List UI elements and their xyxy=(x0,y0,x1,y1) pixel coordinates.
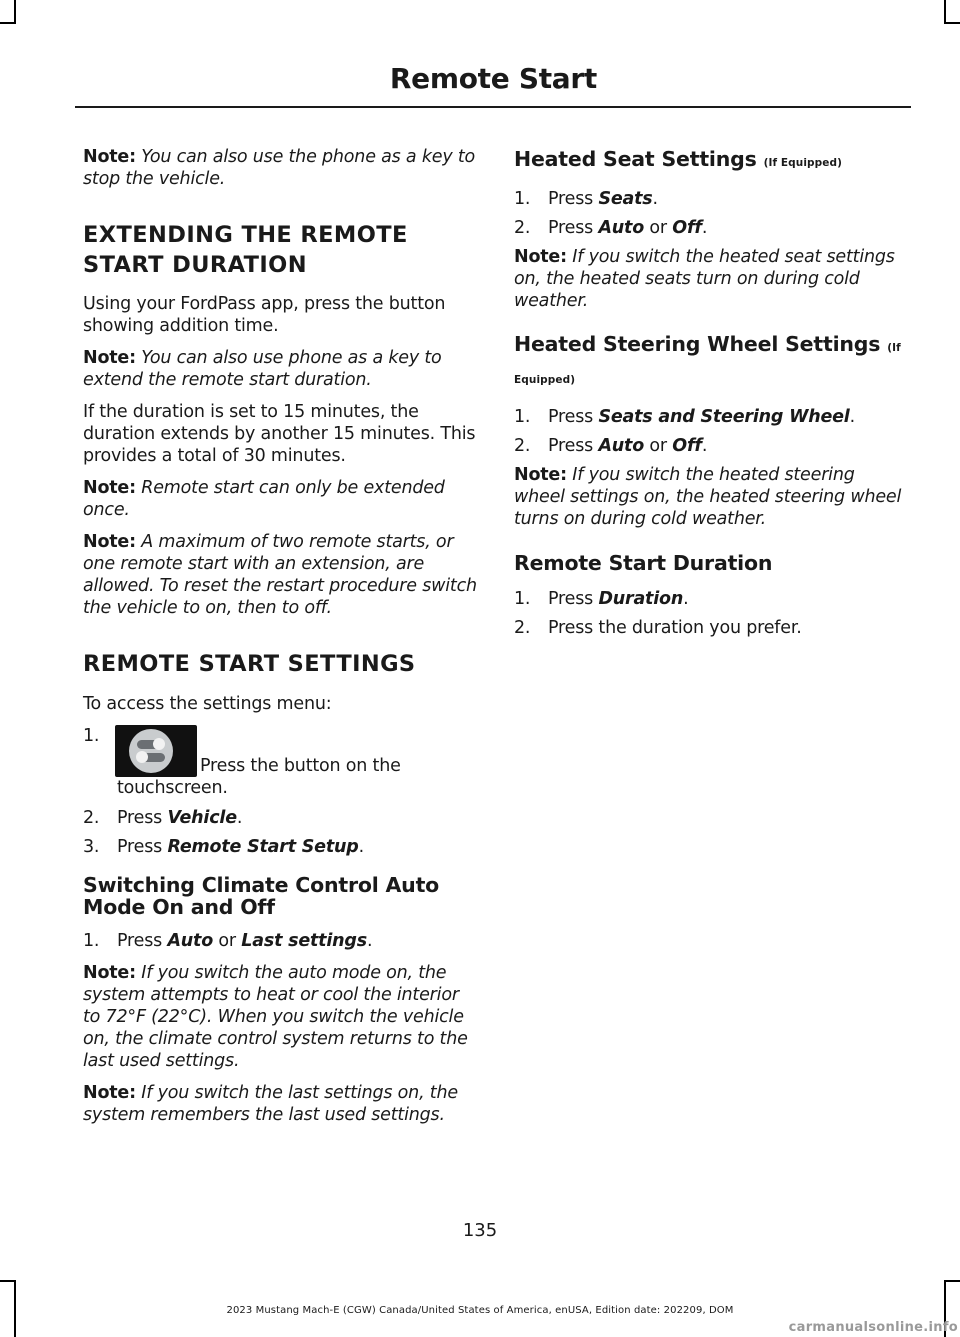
step-text xyxy=(117,725,479,799)
paragraph: To access the settings menu: xyxy=(83,694,332,714)
note xyxy=(514,246,910,312)
right-column xyxy=(514,148,910,639)
menu-option: Auto xyxy=(167,931,214,951)
step-item xyxy=(514,188,910,210)
note-label: Note: xyxy=(514,247,567,267)
subsection-heading: Switching Climate Control Auto Mode On and Off xyxy=(83,873,440,919)
step-number: 1. xyxy=(514,407,531,427)
step-number: 2. xyxy=(514,618,531,638)
note-label: Note: xyxy=(514,465,567,485)
note xyxy=(83,531,479,619)
settings-toggle-icon xyxy=(115,725,197,777)
menu-option: Auto xyxy=(598,218,645,238)
section-heading: EXTENDING THE REMOTE xyxy=(83,222,408,248)
step-item xyxy=(514,217,910,239)
step-number: 1. xyxy=(83,726,100,746)
note-text: Remote start can only be extended once. xyxy=(83,478,445,520)
crop-mark xyxy=(944,1280,960,1282)
note-label: Note: xyxy=(83,963,136,983)
note-label: Note: xyxy=(83,147,136,167)
menu-option: Auto xyxy=(598,436,645,456)
menu-option: Off xyxy=(672,436,702,456)
page-title: Remote Start xyxy=(389,62,597,95)
menu-option: Duration xyxy=(598,589,684,609)
step-item xyxy=(83,930,479,952)
step-item xyxy=(83,725,479,799)
note-text: You can also use phone as a key to extend the remote start duration. xyxy=(83,348,442,390)
step-text: Press Auto or Last settings. xyxy=(117,931,373,951)
crop-mark xyxy=(944,0,946,24)
note-text: If you switch the auto mode on, the system attempts to heat or cool the interior to 72°F (22°C). When you switch the vehicle on, the climate control system returns to the last used settings. xyxy=(83,963,468,1071)
section-heading: REMOTE START SETTINGS xyxy=(83,651,416,677)
step-text-body: Press the button on the touchscreen. xyxy=(117,756,401,798)
step-text: Press Seats and Steering Wheel. xyxy=(548,407,855,427)
step-number: 2. xyxy=(514,436,531,456)
step-number: 1. xyxy=(514,189,531,209)
note-label: Note: xyxy=(83,532,136,552)
menu-option: Seats xyxy=(598,189,653,209)
step-item xyxy=(83,836,479,858)
section-heading: START DURATION xyxy=(83,252,307,278)
crop-mark xyxy=(0,22,16,24)
step-text: Press Remote Start Setup. xyxy=(117,837,364,857)
step-item xyxy=(514,406,910,428)
heading-qualifier: (If Equipped) xyxy=(763,157,843,169)
note-text: If you switch the heated seat settings on, the heated seats turn on during cold weather. xyxy=(514,247,895,311)
step-text: Press Duration. xyxy=(548,589,689,609)
step-number: 1. xyxy=(514,589,531,609)
note-text: You can also use the phone as a key to stop the vehicle. xyxy=(83,147,476,189)
menu-option: Remote Start Setup xyxy=(167,837,359,857)
paragraph: Using your FordPass app, press the button showing addition time. xyxy=(83,294,446,336)
step-text: Press Vehicle. xyxy=(117,808,243,828)
step-text: Press Auto or Off. xyxy=(548,218,708,238)
menu-option: Last settings xyxy=(241,931,367,951)
step-item xyxy=(83,807,479,829)
note-label: Note: xyxy=(83,478,136,498)
step-item xyxy=(514,435,910,457)
menu-option: Off xyxy=(672,218,702,238)
footer-text: 2023 Mustang Mach-E (CGW) Canada/United States of America, enUSA, Edition date: 202209, DOM xyxy=(226,1305,734,1316)
step-item xyxy=(514,588,910,610)
step-number: 1. xyxy=(83,931,100,951)
note xyxy=(83,477,479,521)
step-number: 2. xyxy=(514,218,531,238)
step-text: Press the duration you prefer. xyxy=(548,618,802,638)
note xyxy=(83,1082,479,1126)
crop-mark xyxy=(14,0,16,24)
note-label: Note: xyxy=(83,1083,136,1103)
left-column xyxy=(83,146,479,1126)
subsection-heading: Heated Steering Wheel Settings (If Equipped) xyxy=(514,332,901,386)
step-number: 2. xyxy=(83,808,100,828)
step-text: Press Auto or Off. xyxy=(548,436,708,456)
subsection-heading: Remote Start Duration xyxy=(514,551,773,575)
header-divider xyxy=(75,106,911,108)
note xyxy=(83,347,479,391)
step-number: 3. xyxy=(83,837,100,857)
heading-qualifier: Equipped) xyxy=(514,374,576,386)
note-text: If you switch the last settings on, the system remembers the last used settings. xyxy=(83,1083,458,1125)
step-text: Press Seats. xyxy=(548,189,658,209)
step-item xyxy=(514,617,910,639)
note-label: Note: xyxy=(83,348,136,368)
crop-mark xyxy=(0,1280,16,1282)
menu-option: Vehicle xyxy=(167,808,237,828)
note-text: If you switch the heated steering wheel settings on, the heated steering wheel turns on during cold weather. xyxy=(514,465,902,529)
note xyxy=(83,146,479,190)
note-text: A maximum of two remote starts, or one remote start with an extension, are allowed. To reset the restart procedure switch the vehicle to on, then to off. xyxy=(83,532,477,618)
page-number: 135 xyxy=(462,1220,498,1241)
menu-option: Seats and Steering Wheel xyxy=(598,407,850,427)
crop-mark xyxy=(944,22,960,24)
heading-qualifier: (If xyxy=(887,342,901,354)
paragraph: If the duration is set to 15 minutes, the duration extends by another 15 minutes. This provides a total of 30 minutes. xyxy=(83,402,476,466)
subsection-heading: Heated Seat Settings (If Equipped) xyxy=(514,147,843,171)
note xyxy=(83,962,479,1072)
note xyxy=(514,464,910,530)
watermark: carmanualsonline.info xyxy=(788,1320,958,1335)
